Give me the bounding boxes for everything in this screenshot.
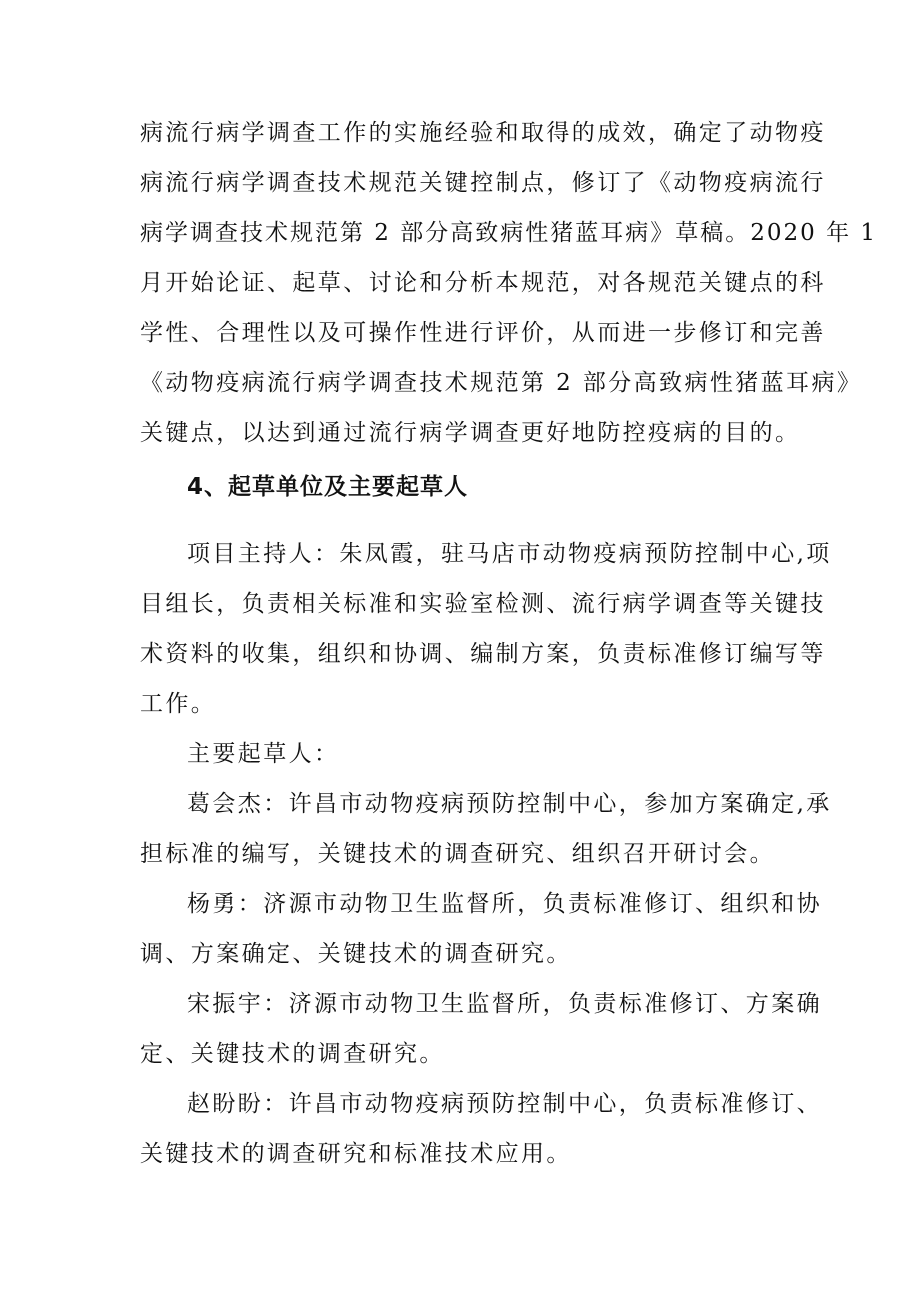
- drafter-line: 调、方案确定、关键技术的调查研究。: [140, 941, 572, 967]
- project-leader-line: 工作。: [140, 691, 217, 717]
- drafter-line: 葛会杰：许昌市动物疫病预防控制中心，参加方案确定,承: [187, 791, 832, 817]
- intro-line: 病流行病学调查工作的实施经验和取得的成效，确定了动物疫: [140, 120, 826, 146]
- project-leader-line: 目组长，负责相关标准和实验室检测、流行病学调查等关键技: [140, 591, 826, 617]
- drafter-line: 定、关键技术的调查研究。: [140, 1041, 445, 1067]
- project-leader-line: 术资料的收集，组织和协调、编制方案，负责标准修订编写等: [140, 641, 826, 667]
- drafter-line: 宋振宇：济源市动物卫生监督所，负责标准修订、方案确: [187, 991, 822, 1017]
- intro-line: 学性、合理性以及可操作性进行评价，从而进一步修订和完善: [140, 320, 826, 346]
- intro-line: 《动物疫病流行病学调查技术规范第 2 部分高致病性猪蓝耳病》: [140, 370, 863, 396]
- intro-line: 病学调查技术规范第 2 部分高致病性猪蓝耳病》草稿。2020 年 1: [140, 220, 878, 246]
- drafter-line: 赵盼盼：许昌市动物疫病预防控制中心，负责标准修订、: [187, 1091, 822, 1117]
- drafter-line: 关键技术的调查研究和标准技术应用。: [140, 1141, 572, 1167]
- project-leader-line: 项目主持人：朱凤霞，驻马店市动物疫病预防控制中心,项: [187, 541, 832, 567]
- drafter-line: 担标准的编写，关键技术的调查研究、组织召开研讨会。: [140, 841, 775, 867]
- drafter-line: 杨勇：济源市动物卫生监督所，负责标准修订、组织和协: [187, 891, 822, 917]
- intro-line: 病流行病学调查技术规范关键控制点，修订了《动物疫病流行: [140, 170, 826, 196]
- main-drafters-label: 主要起草人：: [187, 741, 340, 767]
- intro-line: 关键点，以达到通过流行病学调查更好地防控疫病的目的。: [140, 420, 801, 446]
- section-heading: 4、起草单位及主要起草人: [187, 474, 469, 500]
- intro-line: 月开始论证、起草、讨论和分析本规范，对各规范关键点的科: [140, 270, 826, 296]
